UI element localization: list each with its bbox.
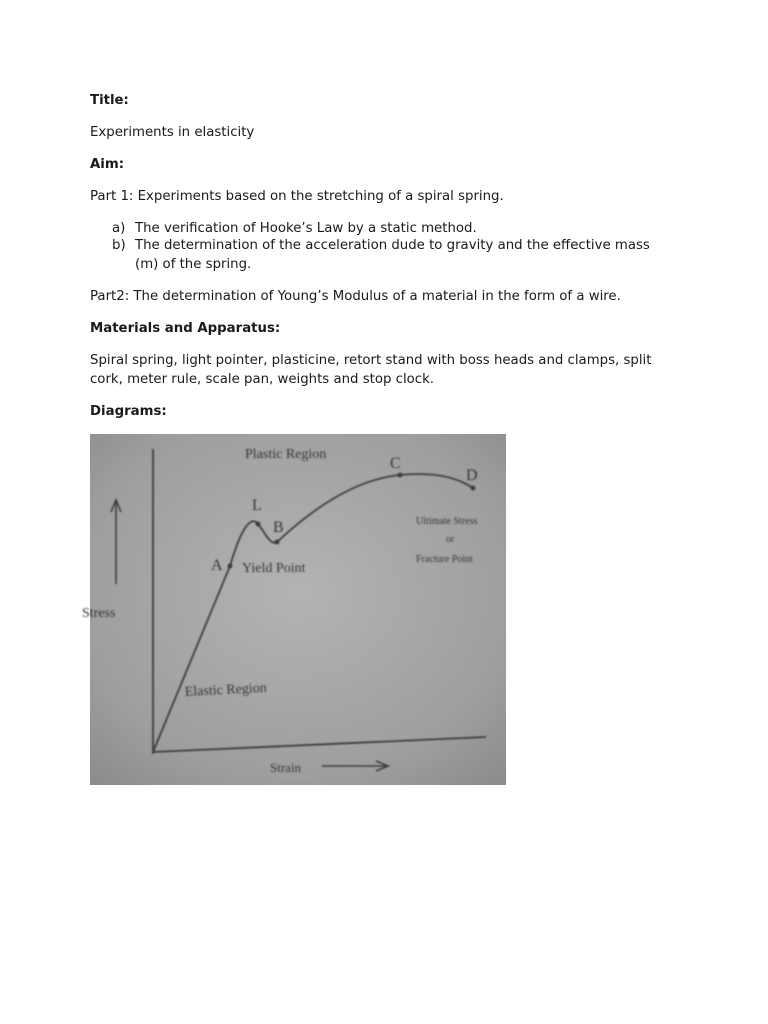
materials-line: Spiral spring, light pointer, plasticine, retort stand with boss heads and clamps, split [90, 353, 652, 368]
yield-point-label: Yield Point [242, 561, 306, 576]
point-l-label: L [252, 497, 262, 514]
strain-axis-label: Strain [270, 760, 302, 775]
list-item: The verification of Hooke’s Law by a static method. [135, 221, 477, 236]
list-item-continuation: (m) of the spring. [135, 257, 252, 272]
point-l-marker [256, 522, 261, 527]
ultimate-or-label: or [446, 534, 455, 545]
point-a-marker [228, 564, 233, 569]
stress-strain-diagram [82, 434, 506, 785]
point-d-label: D [466, 467, 478, 484]
part2-text: Part2: The determination of Young’s Modulus of a material in the form of a wire. [90, 289, 621, 304]
stress-axis-label: Stress [82, 606, 116, 621]
list-item: The determination of the acceleration dude to gravity and the effective mass [135, 238, 650, 253]
list-marker: b) [112, 238, 126, 253]
point-a-label: A [211, 557, 223, 574]
point-d-marker [471, 486, 476, 491]
title-heading: Title: [90, 93, 129, 108]
point-c-label: C [390, 455, 401, 472]
point-c-marker [398, 473, 403, 478]
diagrams-heading: Diagrams: [90, 404, 167, 419]
point-b-marker [275, 540, 280, 545]
title-text: Experiments in elasticity [90, 125, 255, 140]
fracture-point-label: Fracture Point [416, 554, 473, 565]
ultimate-stress-label: Ultimate Stress [416, 516, 478, 527]
materials-line: cork, meter rule, scale pan, weights and stop clock. [90, 372, 435, 387]
list-marker: a) [112, 221, 126, 236]
point-b-label: B [273, 519, 284, 536]
materials-heading: Materials and Apparatus: [90, 321, 281, 336]
aim-heading: Aim: [90, 157, 125, 172]
part1-text: Part 1: Experiments based on the stretching of a spiral spring. [90, 189, 504, 204]
elastic-region-label: Elastic Region [184, 680, 268, 700]
plastic-region-label: Plastic Region [245, 447, 327, 462]
